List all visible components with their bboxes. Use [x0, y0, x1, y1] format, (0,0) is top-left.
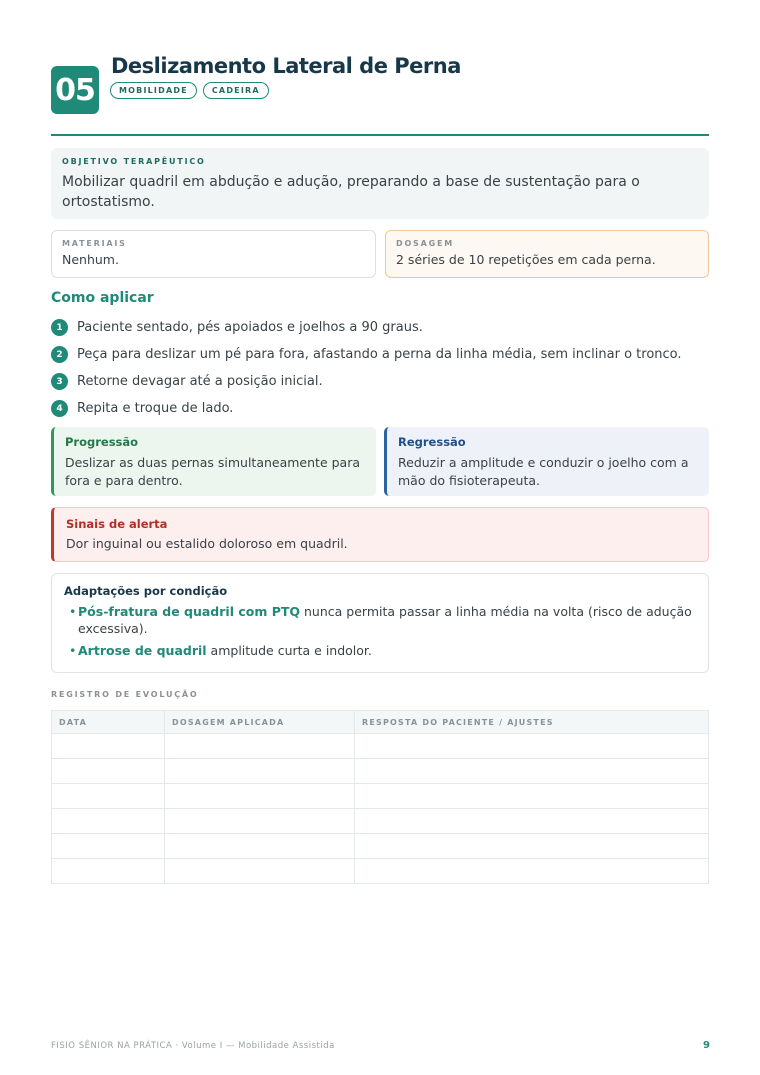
exercise-header [51, 52, 709, 136]
log-cell-dosage[interactable] [165, 809, 355, 834]
log-cell-date[interactable] [52, 809, 165, 834]
table-header-row [52, 711, 709, 734]
adaptations-title: Adaptações por condição [64, 584, 228, 598]
how-to-title: Como aplicar [51, 290, 154, 306]
log-cell-dosage[interactable] [165, 759, 355, 784]
log-cell-response[interactable] [355, 784, 709, 809]
step-item [51, 314, 709, 341]
tag-mobilidade: MOBILIDADE [110, 82, 197, 99]
log-body [52, 734, 709, 884]
dosage-box [385, 230, 709, 278]
adaptation-item [64, 642, 696, 659]
regression-text: Reduzir a amplitude e conduzir o joelho com a mão do fisioterapeuta. [398, 455, 689, 488]
log-cell-dosage[interactable] [165, 834, 355, 859]
log-cell-date[interactable] [52, 859, 165, 884]
table-row [52, 784, 709, 809]
progression-box [51, 427, 376, 496]
log-title: REGISTRO DE EVOLUÇÃO [51, 690, 199, 699]
adaptation-text: amplitude curta e indolor. [206, 643, 372, 658]
bullet-icon: • [69, 643, 77, 658]
step-item [51, 368, 709, 395]
objective-box [51, 148, 709, 219]
bullet-icon: • [69, 604, 77, 619]
materials-label: MATERIAIS [62, 239, 127, 248]
log-cell-response[interactable] [355, 759, 709, 784]
steps-list [51, 314, 709, 422]
exercise-number-badge: 05 [51, 66, 99, 114]
tag-cadeira: CADEIRA [203, 82, 269, 99]
log-cell-response[interactable] [355, 809, 709, 834]
step-number: 4 [51, 400, 68, 417]
adaptation-text: nunca permita passar a linha média na volta (risco de adução excessiva). [78, 604, 692, 636]
column-header-dosage: DOSAGEM APLICADA [165, 711, 355, 734]
step-number: 1 [51, 319, 68, 336]
log-cell-dosage[interactable] [165, 859, 355, 884]
step-item [51, 395, 709, 422]
regression-box [384, 427, 709, 496]
dosage-label: DOSAGEM [396, 239, 454, 248]
log-cell-response[interactable] [355, 834, 709, 859]
log-cell-response[interactable] [355, 859, 709, 884]
column-header-response: RESPOSTA DO PACIENTE / AJUSTES [355, 711, 709, 734]
step-text: Retorne devagar até a posição inicial. [77, 374, 323, 389]
table-row [52, 859, 709, 884]
table-row [52, 734, 709, 759]
log-cell-dosage[interactable] [165, 784, 355, 809]
step-text: Repita e troque de lado. [77, 401, 234, 416]
evolution-log-table [51, 710, 709, 884]
table-row [52, 834, 709, 859]
alert-box [51, 507, 709, 562]
adaptation-item [64, 603, 696, 637]
step-number: 2 [51, 346, 68, 363]
step-number: 3 [51, 373, 68, 390]
regression-title: Regressão [398, 435, 466, 449]
log-cell-date[interactable] [52, 834, 165, 859]
log-cell-date[interactable] [52, 784, 165, 809]
progression-text: Deslizar as duas pernas simultaneamente para fora e para dentro. [65, 455, 361, 488]
alert-text: Dor inguinal ou estalido doloroso em quadril. [66, 536, 348, 551]
materials-box [51, 230, 376, 278]
log-cell-date[interactable] [52, 734, 165, 759]
tag-list [110, 82, 269, 99]
table-row [52, 759, 709, 784]
progression-title: Progressão [65, 435, 139, 449]
step-item [51, 341, 709, 368]
footer-text: FISIO SÊNIOR NA PRÁTICA · Volume I — Mobilidade Assistida [51, 1041, 335, 1051]
log-cell-dosage[interactable] [165, 734, 355, 759]
column-header-date: DATA [52, 711, 165, 734]
alert-title: Sinais de alerta [66, 517, 168, 531]
step-text: Paciente sentado, pés apoiados e joelhos a 90 graus. [77, 320, 423, 335]
log-cell-response[interactable] [355, 734, 709, 759]
page-title: Deslizamento Lateral de Perna [111, 54, 461, 78]
log-cell-date[interactable] [52, 759, 165, 784]
table-row [52, 809, 709, 834]
step-text: Peça para deslizar um pé para fora, afastando a perna da linha média, sem inclinar o tronco. [77, 347, 682, 362]
adaptation-condition: Artrose de quadril [78, 643, 207, 658]
adaptations-box [51, 573, 709, 673]
materials-text: Nenhum. [62, 252, 119, 267]
adaptation-condition: Pós-fratura de quadril com PTQ [78, 604, 301, 619]
objective-text: Mobilizar quadril em abdução e adução, preparando a base de sustentação para o ortostatismo. [62, 174, 640, 210]
page-number: 9 [703, 1040, 710, 1051]
objective-label: OBJETIVO TERAPÊUTICO [62, 157, 206, 166]
dosage-text: 2 séries de 10 repetições em cada perna. [396, 252, 656, 267]
